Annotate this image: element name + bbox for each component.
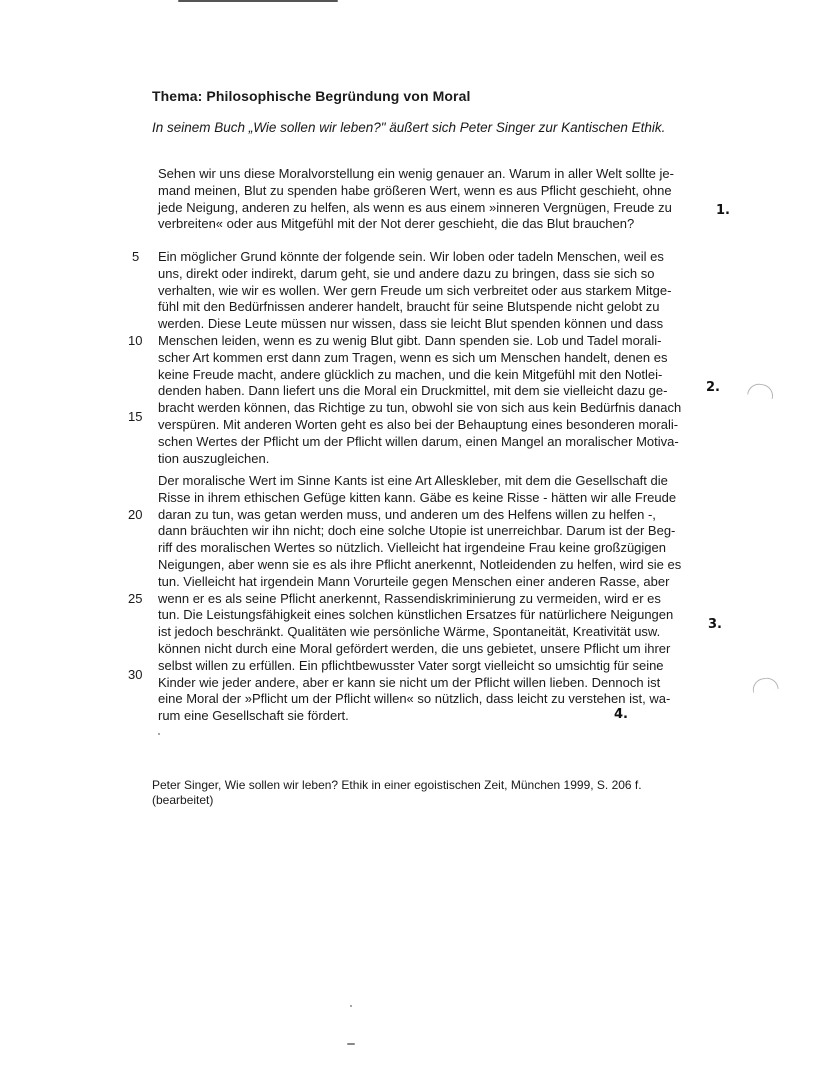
margin-note: 2.: [706, 380, 720, 395]
text-line: wenn er es als seine Pflicht anerkennt, Rassendiskriminierung zu vermeiden, wird er es: [158, 590, 661, 606]
margin-note: 3.: [708, 617, 722, 632]
scan-speck: [158, 733, 160, 735]
text-line: uns, direkt oder indirekt, darum geht, sie und andere dazu zu bringen, dass sie sich so: [158, 265, 655, 281]
text-line: eine Moral der »Pflicht um der Pflicht willen« so nützlich, dass leicht zu verstehen ist, wa-: [158, 691, 671, 707]
text-line: riff des moralischen Wertes so nützlich. Vielleicht hat irgendeine Frau keine großzügigen: [158, 540, 666, 556]
text-line: bracht werden können, das Richtige zu tun, obwohl sie von sich aus kein Bedürfnis danach: [158, 400, 682, 416]
scan-edge-line: [178, 0, 338, 2]
line-number: 5: [132, 249, 140, 264]
text-line: verbreiten« oder aus Mitgefühl mit der Not derer geschieht, die das Blut brauchen?: [158, 216, 635, 232]
text-line: schen Wertes der Pflicht um der Pflicht willen darum, einen Mangel an moralischer Motiva-: [158, 433, 679, 449]
source-citation: [152, 778, 642, 808]
text-line: tun. Vielleicht hat irgendein Mann Vorurteile gegen Menschen einer anderen Rasse, aber: [158, 573, 670, 589]
paragraph-1: [158, 166, 713, 233]
paragraph-2: [158, 249, 713, 467]
text-line: werden. Diese Leute müssen nur wissen, dass sie leicht Blut spenden können und dass: [158, 316, 664, 332]
line-number: 25: [128, 591, 143, 606]
text-line: daran zu tun, was getan werden muss, und anderen um des Helfens willen zu helfen -,: [158, 506, 656, 522]
pencil-arc-mark: [747, 382, 775, 399]
text-line: fühl mit den Bedürfnissen anderer handelt, braucht für seine Blutspende nicht gelobt zu: [158, 299, 660, 315]
text-line: Neigungen, aber wenn sie es als ihre Pflicht anerkennt, Notleidenden zu helfen, wird sie es: [158, 556, 682, 572]
scan-speck: [347, 1043, 355, 1045]
line-number: 20: [128, 507, 143, 522]
text-line: selbst willen zu erfüllen. Ein pflichtbewusster Vater sorgt vielleicht so umsichtig für seine: [158, 657, 664, 673]
text-line: Risse in ihrem ethischen Gefüge kitten kann. Gäbe es keine Risse - hätten wir alle Freude: [158, 489, 677, 505]
text-line: Sehen wir uns diese Moralvorstellung ein wenig genauer an. Warum in aller Welt sollte je-: [158, 166, 674, 181]
text-line: dann bräuchten wir ihn nicht; doch eine solche Utopie ist unerreichbar. Darum ist der Beg-: [158, 523, 676, 539]
source-line: Peter Singer, Wie sollen wir leben? Ethik in einer egoistischen Zeit, München 1999, S. 206 f.: [152, 778, 642, 792]
scan-speck: [350, 1005, 352, 1007]
text-line: mand meinen, Blut zu spenden habe größeren Wert, wenn es aus Pflicht geschieht, ohne: [158, 182, 672, 198]
margin-note: 1.: [716, 203, 730, 218]
text-line: tun. Die Leistungsfähigkeit eines solchen künstlichen Ersatzes für natürlichere Neigungen: [158, 607, 674, 623]
text-line: tion auszugleichen.: [158, 450, 270, 466]
text-line: verspüren. Mit anderen Worten geht es also bei der Behauptung eines besonderen morali-: [158, 416, 679, 432]
line-number: 30: [128, 667, 143, 682]
text-line: denden haben. Dann liefert uns die Moral ein Druckmittel, mit dem sie vielleicht dazu ge-: [158, 383, 668, 399]
intro-line: In seinem Buch „Wie sollen wir leben?" äußert sich Peter Singer zur Kantischen Ethik.: [152, 120, 666, 135]
text-line: können nicht durch eine Moral gefördert werden, die uns gebietet, unsere Pflicht um ihrer: [158, 640, 671, 656]
text-line: scher Art kommen erst dann zum Tragen, wenn es sich um Menschen handelt, denen es: [158, 349, 668, 365]
text-line: Kinder wie jeder andere, aber er kann sie nicht um der Pflicht willen lieben. Dennoch ist: [158, 674, 661, 690]
text-line: Ein möglicher Grund könnte der folgende sein. Wir loben oder tadeln Menschen, weil es: [158, 249, 664, 264]
text-line: verhalten, wie wir es wollen. Wer gern Freude um sich verbreitet oder aus starkem Mitge-: [158, 282, 672, 298]
margin-note: 4.: [614, 707, 628, 722]
text-line: jede Neigung, anderen zu helfen, als wenn es aus einem »inneren Vergnügen, Freude zu: [158, 199, 672, 215]
line-number: 10: [128, 333, 143, 348]
source-line: (bearbeitet): [152, 793, 214, 807]
text-line: ist jedoch beschränkt. Qualitäten wie persönliche Wärme, Spontaneität, Kreativität usw.: [158, 624, 661, 640]
text-line: keine Freude macht, andere glücklich zu machen, und die kein Mitgefühl mit den Notlei-: [158, 366, 663, 382]
paragraph-3: [158, 473, 713, 725]
text-line: rum eine Gesellschaft sie fördert.: [158, 708, 349, 724]
line-number: 15: [128, 409, 143, 424]
pencil-arc-mark: [751, 676, 779, 692]
text-line: Der moralische Wert im Sinne Kants ist eine Art Alleskleber, mit dem die Gesellschaft die: [158, 473, 668, 488]
page-title: Thema: Philosophische Begründung von Moral: [152, 88, 471, 104]
text-line: Menschen leiden, wenn es zu wenig Blut gibt. Dann spenden sie. Lob und Tadel morali-: [158, 332, 662, 348]
